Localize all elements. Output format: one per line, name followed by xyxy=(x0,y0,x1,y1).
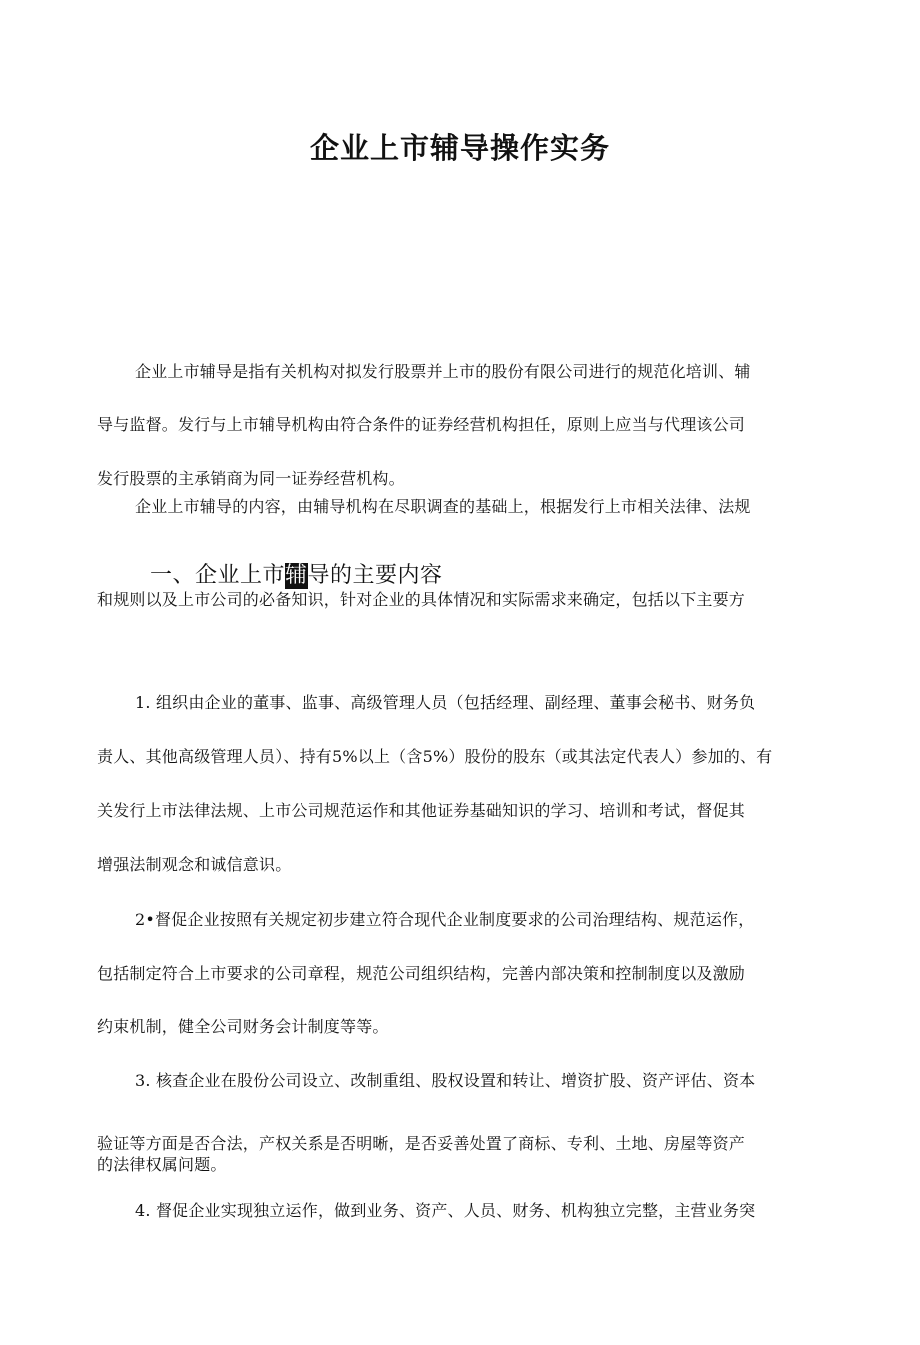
item-1-line-4: 增强法制观念和诚信意识。 xyxy=(97,855,292,874)
intro-line-1: 企业上市辅导是指有关机构对拟发行股票并上市的股份有限公司进行的规范化培训、辅 xyxy=(135,362,751,381)
section-lead: 和规则以及上市公司的必备知识，针对企业的具体情况和实际需求来确定，包括以下主要方 xyxy=(97,590,746,609)
intro-line-2: 导与监督。发行与上市辅导机构由符合条件的证券经营机构担任，原则上应当与代理该公司 xyxy=(97,415,746,434)
item-1-line-3: 关发行上市法律法规、上市公司规范运作和其他证券基础知识的学习、培训和考试，督促其 xyxy=(97,801,746,820)
section-heading-pre: 一、企业上市 xyxy=(150,563,286,588)
section-heading xyxy=(150,563,443,589)
intro-line-4: 企业上市辅导的内容，由辅导机构在尽职调查的基础上，根据发行上市相关法律、法规 xyxy=(135,497,751,516)
section-heading-mark: 辅 xyxy=(285,563,308,588)
item-1-line-2: 责人、其他高级管理人员）、持有5%以上（含5%）股份的股东（或其法定代表人）参加的、有 xyxy=(97,747,773,766)
document-title: 企业上市辅导操作实务 xyxy=(309,131,610,165)
item-1-line-1: 1. 组织由企业的董事、监事、高级管理人员（包括经理、副经理、董事会秘书、财务负 xyxy=(135,693,756,712)
item-2-line-3: 约束机制，健全公司财务会计制度等等。 xyxy=(97,1017,389,1036)
item-2-line-1: 2•督促企业按照有关规定初步建立符合现代企业制度要求的公司治理结构、规范运作， xyxy=(135,910,755,929)
item-3-line-1: 3. 核查企业在股份公司设立、改制重组、股权设置和转让、增资扩股、资产评估、资本 xyxy=(135,1071,756,1090)
item-4-line-1: 4. 督促企业实现独立运作，做到业务、资产、人员、财务、机构独立完整，主营业务突 xyxy=(135,1201,756,1220)
item-3-line-2: 验证等方面是否合法，产权关系是否明晰，是否妥善处置了商标、专利、土地、房屋等资产 xyxy=(97,1134,746,1153)
section-heading-post: 导的主要内容 xyxy=(307,563,443,588)
item-3-line-3: 的法律权属问题。 xyxy=(97,1155,227,1174)
intro-line-3: 发行股票的主承销商为同一证券经营机构。 xyxy=(97,469,405,488)
item-2-line-2: 包括制定符合上市要求的公司章程，规范公司组织结构，完善内部决策和控制制度以及激励 xyxy=(97,964,746,983)
